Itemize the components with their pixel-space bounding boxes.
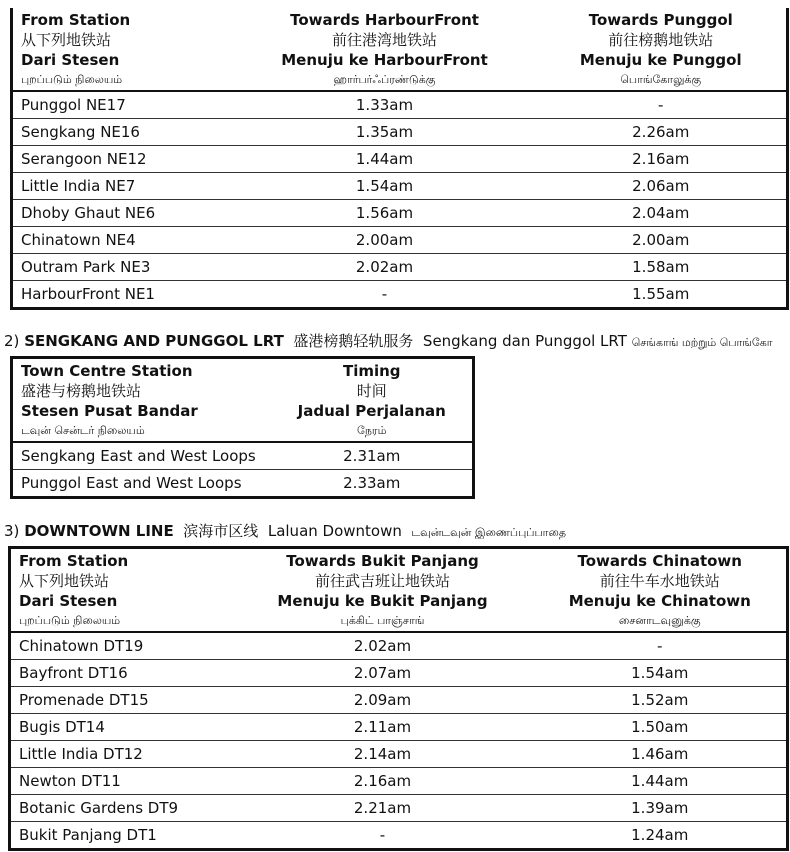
header-towards-harbourfront (234, 8, 536, 91)
station-cell: Little India NE7 (12, 173, 234, 200)
time-cell: 2.14am (232, 741, 534, 768)
header-en: From Station (19, 552, 129, 570)
time-cell: 2.06am (536, 173, 788, 200)
time-cell: 1.44am (234, 146, 536, 173)
header-towards-bukit-panjang (232, 548, 534, 633)
table-row (12, 281, 788, 309)
table-body (10, 632, 788, 850)
header-en: Town Centre Station (21, 362, 193, 380)
station-cell: Bayfront DT16 (10, 660, 232, 687)
header-ms: Menuju ke HarbourFront (281, 51, 488, 69)
station-cell: Newton DT11 (10, 768, 232, 795)
header-en: Towards Punggol (588, 11, 733, 29)
header-zh: 前往榜鹅地铁站 (608, 31, 714, 49)
station-cell: Punggol NE17 (21, 96, 126, 114)
header-zh: 从下列地铁站 (19, 572, 110, 590)
station-cell: Outram Park NE3 (12, 254, 234, 281)
time-cell: 2.00am (234, 227, 536, 254)
time-cell: 2.16am (536, 146, 788, 173)
table-row (12, 200, 788, 227)
header-en: From Station (21, 11, 131, 29)
station-cell: Promenade DT15 (10, 687, 232, 714)
table-row (12, 119, 788, 146)
header-from-station (12, 8, 234, 91)
time-cell: 1.46am (534, 741, 788, 768)
time-cell: 1.54am (234, 173, 536, 200)
section-number: 2) (4, 332, 20, 350)
station-cell: Chinatown DT19 (19, 637, 144, 655)
time-cell: - (657, 637, 663, 655)
header-ta: பொங்கோலுக்கு (620, 73, 702, 86)
table-header (12, 8, 788, 91)
time-cell: - (234, 281, 536, 309)
table-row (10, 714, 788, 741)
lrt-table (10, 356, 475, 499)
table-row (12, 91, 788, 119)
header-zh: 前往牛车水地铁站 (599, 572, 720, 590)
header-ta: சைனாடவுனுக்கு (618, 614, 701, 627)
time-cell: 1.35am (234, 119, 536, 146)
header-en: Towards Bukit Panjang (286, 552, 479, 570)
header-ms: Menuju ke Chinatown (568, 592, 751, 610)
header-ms: Dari Stesen (19, 592, 118, 610)
table-row (12, 470, 474, 498)
time-cell: 2.11am (232, 714, 534, 741)
table-row (12, 173, 788, 200)
table-body (12, 442, 474, 498)
time-cell: 2.09am (232, 687, 534, 714)
section-title-ta: செங்காங் மற்றும் பொங்கோ (631, 336, 773, 349)
header-zh: 盛港与榜鹅地铁站 (21, 382, 142, 400)
section-title-ta: டவுன்டவுன் இணைப்புப்பாதை (411, 526, 566, 539)
downtown-line-table (8, 546, 789, 851)
section-title-en: DOWNTOWN LINE (24, 522, 174, 540)
station-cell: Sengkang East and West Loops (21, 447, 256, 465)
header-zh: 从下列地铁站 (21, 31, 112, 49)
header-en: Towards HarbourFront (290, 11, 479, 29)
section-2-title (4, 331, 773, 353)
header-ms: Dari Stesen (21, 51, 120, 69)
time-cell: 1.54am (534, 660, 788, 687)
time-cell: 2.04am (536, 200, 788, 227)
time-cell: 1.50am (534, 714, 788, 741)
table-row (12, 254, 788, 281)
time-cell: - (658, 96, 664, 114)
time-cell: 2.00am (536, 227, 788, 254)
section-title-ms: Laluan Downtown (267, 522, 402, 540)
station-cell: Botanic Gardens DT9 (10, 795, 232, 822)
time-cell: 2.31am (343, 447, 401, 465)
header-ta: புறப்படும் நிலையம் (19, 614, 121, 627)
header-ta: புக்கிட் பாஞ்சாங் (340, 614, 425, 627)
table-row (10, 795, 788, 822)
time-cell: - (232, 822, 534, 850)
time-cell: 1.56am (234, 200, 536, 227)
station-cell: Bugis DT14 (10, 714, 232, 741)
section-number: 3) (4, 522, 20, 540)
header-en: Towards Chinatown (577, 552, 742, 570)
table-row (10, 768, 788, 795)
table-row (12, 146, 788, 173)
header-ta: நேரம் (357, 424, 387, 437)
station-cell: Serangoon NE12 (12, 146, 234, 173)
time-cell: 1.39am (534, 795, 788, 822)
header-timing (272, 358, 474, 443)
table-row (10, 660, 788, 687)
time-cell: 2.16am (232, 768, 534, 795)
table-header (12, 358, 474, 443)
time-cell: 2.02am (234, 254, 536, 281)
station-cell: Little India DT12 (10, 741, 232, 768)
table-row (12, 442, 474, 470)
time-cell: 1.52am (534, 687, 788, 714)
header-towards-chinatown (534, 548, 788, 633)
header-towards-punggol (536, 8, 788, 91)
header-ms: Menuju ke Punggol (579, 51, 742, 69)
table-row (10, 687, 788, 714)
table-row (10, 632, 788, 660)
time-cell: 2.33am (272, 470, 474, 498)
header-ms: Menuju ke Bukit Panjang (277, 592, 488, 610)
section-title-ms: Sengkang dan Punggol LRT (422, 332, 627, 350)
header-ta: புறப்படும் நிலையம் (21, 73, 123, 86)
time-cell: 2.07am (232, 660, 534, 687)
header-zh: 时间 (356, 382, 387, 400)
time-cell: 1.55am (536, 281, 788, 309)
section-title-zh: 盛港榜鹅轻轨服务 (293, 332, 414, 350)
station-cell: Dhoby Ghaut NE6 (12, 200, 234, 227)
station-cell: HarbourFront NE1 (12, 281, 234, 309)
time-cell: 1.58am (536, 254, 788, 281)
time-cell: 2.21am (232, 795, 534, 822)
section-3-title (4, 521, 566, 543)
table-row (10, 741, 788, 768)
table-body (12, 91, 788, 309)
header-ms: Jadual Perjalanan (297, 402, 446, 420)
header-zh: 前往武吉班让地铁站 (314, 572, 450, 590)
header-town-centre-station (12, 358, 272, 443)
section-title-zh: 滨海市区线 (183, 522, 259, 540)
station-cell: Punggol East and West Loops (12, 470, 272, 498)
time-cell: 1.44am (534, 768, 788, 795)
header-ta: டவுன் சென்டர் நிலையம் (21, 424, 145, 437)
time-cell: 1.24am (534, 822, 788, 850)
section-title-en: SENGKANG AND PUNGGOL LRT (24, 332, 284, 350)
table-row (10, 822, 788, 850)
header-from-station (10, 548, 232, 633)
station-cell: Sengkang NE16 (12, 119, 234, 146)
north-east-line-table (10, 8, 789, 310)
header-ta: ஹார்பர்ஃப்ரண்டுக்கு (333, 73, 436, 86)
time-cell: 2.26am (536, 119, 788, 146)
time-cell: 1.33am (355, 96, 414, 114)
header-en: Timing (342, 362, 401, 380)
time-cell: 2.02am (353, 637, 412, 655)
table-header (10, 548, 788, 633)
station-cell: Chinatown NE4 (12, 227, 234, 254)
table-row (12, 227, 788, 254)
station-cell: Bukit Panjang DT1 (10, 822, 232, 850)
header-ms: Stesen Pusat Bandar (21, 402, 198, 420)
header-zh: 前往港湾地铁站 (331, 31, 437, 49)
